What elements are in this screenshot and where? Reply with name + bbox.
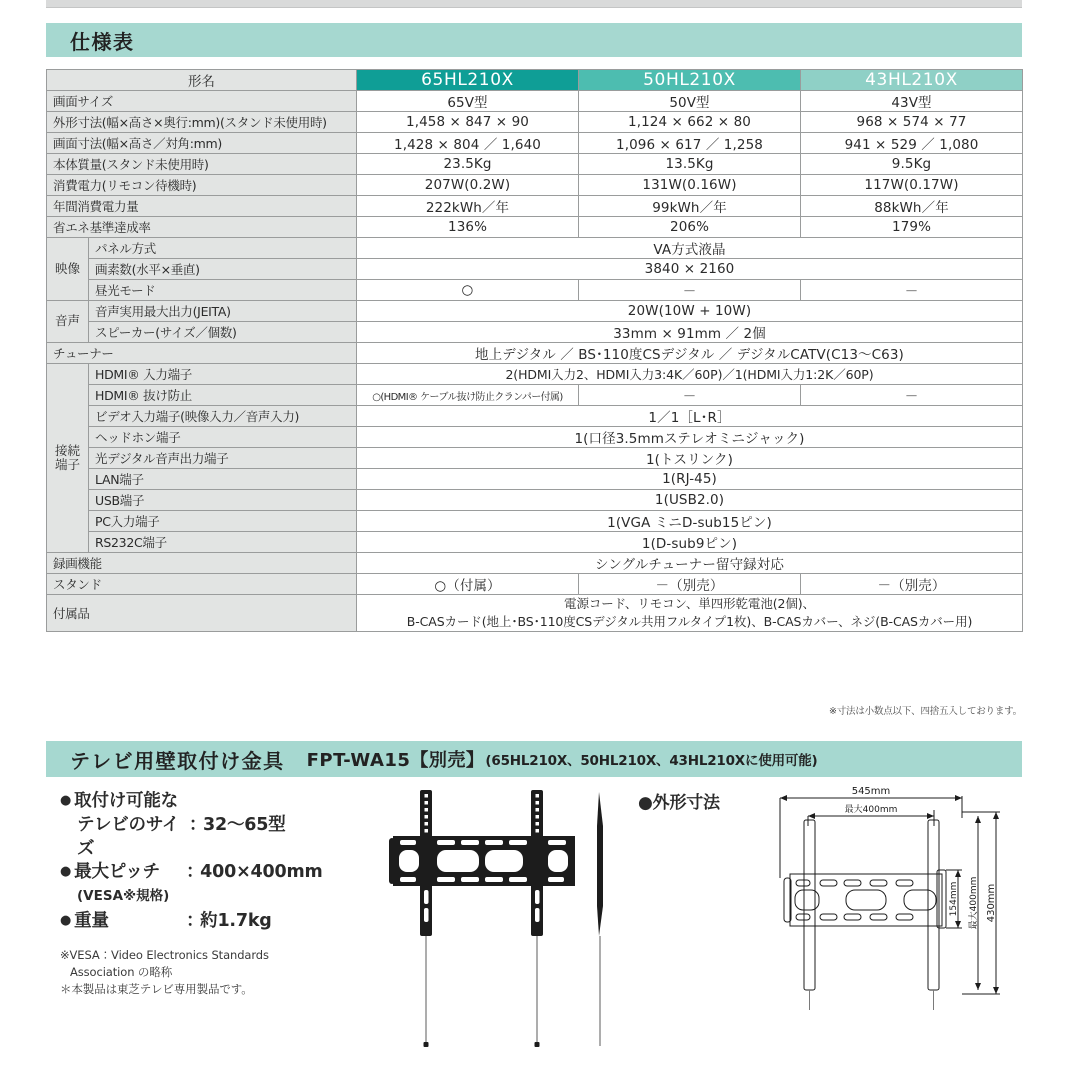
- row-label: HDMI® 抜け防止: [89, 385, 357, 406]
- table-row: [47, 490, 1023, 511]
- row-label: LAN端子: [89, 469, 357, 490]
- row-label: ビデオ入力端子(映像入力／音声入力): [89, 406, 357, 427]
- mount-spec-list: [60, 790, 390, 997]
- bullet-icon: ●: [60, 793, 72, 808]
- mount-spec-key-weight: 重量: [74, 911, 109, 931]
- table-row: [47, 574, 1023, 595]
- row-value-merged: 20W(10W + 10W): [357, 301, 1023, 322]
- row-value-merged: 1(D-sub9ピン): [357, 532, 1023, 553]
- row-label: USB端子: [89, 490, 357, 511]
- group-label-line1: 接続: [54, 442, 80, 458]
- row-value-merged: 地上デジタル ／ BS･110度CSデジタル ／ デジタルCATV(C13〜C63): [357, 343, 1023, 364]
- row-label: 省エネ基準達成率: [47, 217, 357, 238]
- row-value-merged: 1(VGA ミニD-sub15ピン): [357, 511, 1023, 532]
- row-value: 968 × 574 × 77: [801, 112, 1023, 133]
- row-value: 207W(0.2W): [357, 175, 579, 196]
- row-label: HDMI® 入力端子: [89, 364, 357, 385]
- mount-compat-note: (65HL210X、50HL210X、43HL210Xに使用可能): [485, 753, 818, 769]
- table-row: [47, 448, 1023, 469]
- dim-label-height-bracket: 154mm: [949, 881, 959, 917]
- dim-label-width-total: 545mm: [851, 786, 891, 797]
- mount-spec-item-pitch: [60, 861, 390, 884]
- table-row: [47, 91, 1023, 112]
- row-value: －: [801, 385, 1023, 406]
- dim-label-height-pitch: 最大400mm: [969, 876, 979, 930]
- row-label: スピーカー(サイズ／個数): [89, 322, 357, 343]
- row-value: 1,124 × 662 × 80: [579, 112, 801, 133]
- row-value-merged: 33mm × 91mm ／ 2個: [357, 322, 1023, 343]
- row-value: 1,458 × 847 × 90: [357, 112, 579, 133]
- mount-spec-value-pitch: 400×400mm: [200, 862, 323, 883]
- group-label-terminals: [47, 364, 89, 553]
- column-header-65hl210x: 65HL210X: [357, 70, 579, 91]
- spec-footnote: ※寸法は小数点以下、四捨五入しております。: [828, 706, 1022, 717]
- column-header-43hl210x: 43HL210X: [801, 70, 1023, 91]
- row-value: 50V型: [579, 91, 801, 112]
- row-label: RS232C端子: [89, 532, 357, 553]
- table-row: [47, 427, 1023, 448]
- row-value-merged: 1(トスリンク): [357, 448, 1023, 469]
- row-label: ヘッドホン端子: [89, 427, 357, 448]
- row-value-accessories: [357, 595, 1023, 632]
- mount-note-2: Association の略称: [70, 965, 173, 980]
- dimension-section-label: [638, 788, 720, 813]
- mount-spec-size-row: [77, 814, 390, 861]
- row-label: 音声実用最大出力(JEITA): [89, 301, 357, 322]
- row-label: スタンド: [47, 574, 357, 595]
- row-label: パネル方式: [89, 238, 357, 259]
- mount-spec-sep: ：: [186, 911, 204, 931]
- mount-spec-value-weight: 約1.7kg: [200, 911, 272, 931]
- table-row: [47, 385, 1023, 406]
- table-row: [47, 532, 1023, 553]
- row-value: 206%: [579, 217, 801, 238]
- mount-spec-sep: ：: [186, 862, 204, 883]
- row-value: 13.5Kg: [579, 154, 801, 175]
- table-row: [47, 469, 1023, 490]
- table-row: [47, 553, 1023, 574]
- spec-section-header: [46, 23, 1022, 57]
- bracket-side-view: [597, 792, 603, 1046]
- row-value: 222kWh／年: [357, 196, 579, 217]
- row-value: －（別売）: [579, 574, 801, 595]
- spec-section-title: 仕様表: [70, 29, 135, 54]
- row-value: －: [801, 280, 1023, 301]
- row-value: 179%: [801, 217, 1023, 238]
- accessories-line-2: B-CASカード(地上･BS･110度CSデジタル共用フルタイプ1枚)、B-CASカバー、ネジ(B-CASカバー用): [406, 614, 973, 630]
- table-row: [47, 154, 1023, 175]
- mount-spec-sep: ：: [189, 815, 207, 836]
- bullet-icon: ●: [638, 793, 653, 813]
- accessories-line-1: 電源コード、リモコン、単四形乾電池(2個)、: [564, 596, 815, 611]
- mount-spec-item-size: [60, 790, 390, 813]
- row-value-merged: 3840 × 2160: [357, 259, 1023, 280]
- row-value: －: [579, 385, 801, 406]
- mount-model-name: FPT-WA15【別売】: [306, 750, 485, 771]
- dim-label-width-pitch: 最大400mm: [844, 805, 898, 815]
- row-label: 録画機能: [47, 553, 357, 574]
- row-value: 1,096 × 617 ／ 1,258: [579, 133, 801, 154]
- table-row: [47, 511, 1023, 532]
- row-value-merged: 1(USB2.0): [357, 490, 1023, 511]
- row-value: －: [579, 280, 801, 301]
- row-value: 88kWh／年: [801, 196, 1023, 217]
- row-value: ○: [357, 280, 579, 301]
- mount-spec-item-weight: [60, 910, 390, 933]
- row-label: 昼光モード: [89, 280, 357, 301]
- dimension-diagram: [748, 782, 1026, 1012]
- mount-notes: [60, 947, 390, 997]
- table-row: [47, 259, 1023, 280]
- dimension-title-text: 外形寸法: [652, 793, 720, 813]
- table-row: [47, 343, 1023, 364]
- mount-spec-pitch-sub: (VESA※規格): [77, 887, 170, 904]
- wall-mount-bracket-photo: [385, 786, 625, 1066]
- row-value: 65V型: [357, 91, 579, 112]
- table-row: [47, 175, 1023, 196]
- table-row: [47, 133, 1023, 154]
- table-row: [47, 280, 1023, 301]
- table-row: [47, 322, 1023, 343]
- row-value-merged: 2(HDMI入力2、HDMI入力3:4K／60P)／1(HDMI入力1:2K／60P): [357, 364, 1023, 385]
- column-header-model: 形名: [47, 70, 357, 91]
- row-label-accessories: 付属品: [47, 595, 357, 632]
- row-value: 43V型: [801, 91, 1023, 112]
- mount-spec-key-line2: テレビのサイズ: [77, 815, 180, 859]
- group-label-line2: 端子: [54, 457, 80, 472]
- row-value-merged: シングルチューナー留守録対応: [357, 553, 1023, 574]
- row-value-merged: 1(口径3.5mmステレオミニジャック): [357, 427, 1023, 448]
- row-value: 136%: [357, 217, 579, 238]
- table-row: [47, 196, 1023, 217]
- dim-label-height-total: 430mm: [986, 883, 997, 923]
- bullet-icon: ●: [60, 864, 72, 880]
- row-label: 画面サイズ: [47, 91, 357, 112]
- row-value-merged: 1(RJ-45): [357, 469, 1023, 490]
- group-label-audio: 音声: [47, 301, 89, 343]
- row-label: 画面寸法(幅×高さ／対角:mm): [47, 133, 357, 154]
- mount-section-title: テレビ用壁取付け金具: [70, 748, 285, 773]
- row-value: ○（付属）: [357, 574, 579, 595]
- row-value: －（別売）: [801, 574, 1023, 595]
- row-label: PC入力端子: [89, 511, 357, 532]
- table-row: [47, 301, 1023, 322]
- mount-spec-key-line1: 取付け可能な: [74, 791, 178, 811]
- mount-note-3: ＊本製品は東芝テレビ専用製品です。: [60, 981, 253, 996]
- mount-note-1: ※VESA：Video Electronics Standards: [60, 948, 269, 963]
- spec-table-container: [46, 69, 1022, 632]
- table-row: [47, 217, 1023, 238]
- table-row: [47, 238, 1023, 259]
- row-value: 1,428 × 804 ／ 1,640: [357, 133, 579, 154]
- row-value-merged: VA方式液晶: [357, 238, 1023, 259]
- bullet-icon: ●: [60, 913, 72, 928]
- spec-table: [46, 69, 1023, 632]
- table-row: [47, 595, 1023, 632]
- row-label: 消費電力(リモコン待機時): [47, 175, 357, 196]
- row-label: 年間消費電力量: [47, 196, 357, 217]
- row-value: 9.5Kg: [801, 154, 1023, 175]
- row-value: 117W(0.17W): [801, 175, 1023, 196]
- row-value-merged: 1／1［L･R］: [357, 406, 1023, 427]
- row-label: チューナー: [47, 343, 357, 364]
- top-cutoff-strip: [46, 0, 1022, 8]
- row-label: 本体質量(スタンド未使用時): [47, 154, 357, 175]
- mount-spec-key-pitch: 最大ピッチ: [74, 862, 160, 883]
- table-row: [47, 112, 1023, 133]
- row-value: ○(HDMI® ケーブル抜け防止クランパー付属): [357, 385, 579, 406]
- table-row: [47, 364, 1023, 385]
- row-value: 131W(0.16W): [579, 175, 801, 196]
- row-label: 画素数(水平×垂直): [89, 259, 357, 280]
- row-label: 外形寸法(幅×高さ×奥行:mm)(スタンド未使用時): [47, 112, 357, 133]
- mount-section-header: [46, 741, 1022, 777]
- mount-spec-value-size: 32〜65型: [203, 815, 286, 836]
- row-label: 光デジタル音声出力端子: [89, 448, 357, 469]
- group-label-video: 映像: [47, 238, 89, 301]
- column-header-50hl210x: 50HL210X: [579, 70, 801, 91]
- table-header-row: [47, 70, 1023, 91]
- table-row: [47, 406, 1023, 427]
- row-value: 941 × 529 ／ 1,080: [801, 133, 1023, 154]
- row-value: 23.5Kg: [357, 154, 579, 175]
- row-value: 99kWh／年: [579, 196, 801, 217]
